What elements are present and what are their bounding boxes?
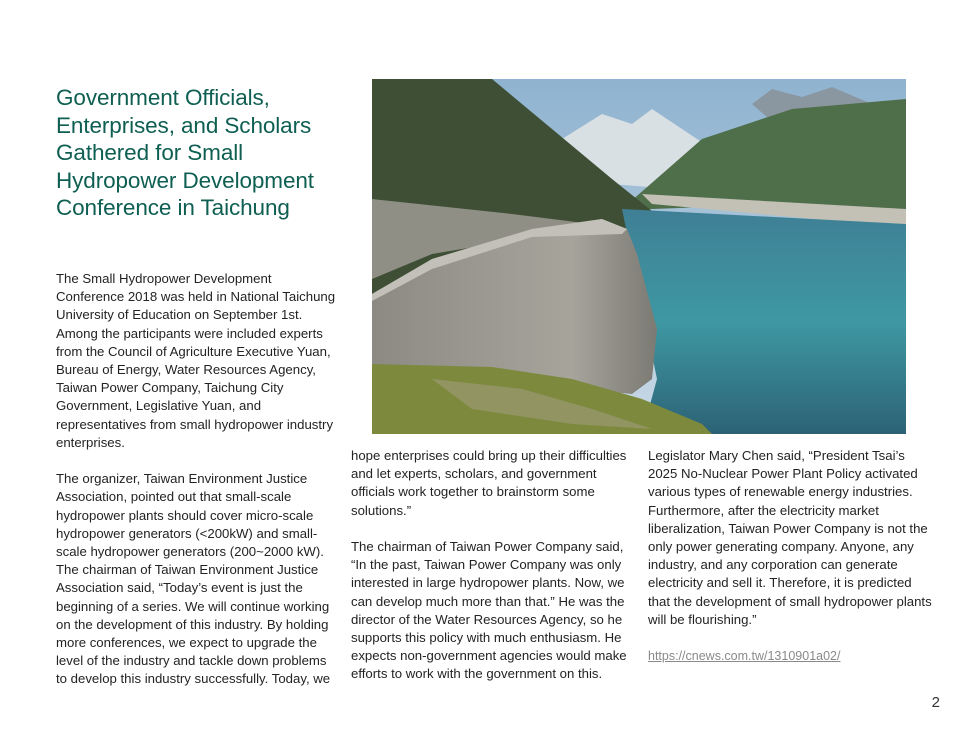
source-link[interactable]: https://cnews.com.tw/1310901a02/ — [648, 649, 841, 664]
article-column-1 — [56, 270, 338, 689]
dam-photo — [372, 79, 906, 434]
page-number: 2 — [931, 694, 940, 711]
article-column-2 — [351, 447, 633, 684]
body-paragraph: The organizer, Taiwan Environment Justice Association, pointed out that small-scale hydropower plants should cover micro-scale hydropower generators (<200kW) and small-scale hydropower generators (200~2000 kW). The chairman of Taiwan Environment Justice Association said, “Today’s event is just the beginning of a series. We will continue working on the development of this industry. By holding more conferences, we expect to upgrade the level of the industry and tackle down problems to develop this industry successfully. Today, we — [56, 471, 331, 687]
body-paragraph: Legislator Mary Chen said, “President Tsai’s 2025 No-Nuclear Power Plant Policy activated various types of renewable energy industries. Furthermore, after the electricity market liberalization, Taiwan Power Company is not the only power generating company. Anyone, any industry, and any corporation can generate electricity and sell it. Therefore, it is predicted that the development of small hydropower plants will be flourishing.” — [648, 448, 932, 627]
article-column-3 — [648, 447, 933, 665]
body-paragraph: The chairman of Taiwan Power Company said, “In the past, Taiwan Power Company was only interested in large hydropower plants. Now, we can develop much more than that.” He was the director of the Water Resources Agency, so he supports this policy with much enthusiasm. He expects non-government agencies would make efforts to work with the government on this. — [351, 539, 627, 682]
body-paragraph: The Small Hydropower Development Conference 2018 was held in National Taichung University of Education on September 1st. Among the participants were included experts from the Council of Agriculture Executive Yuan, Bureau of Energy, Water Resources Agency, Taiwan Power Company, Taichung City Government, Legislative Yuan, and representatives from small hydropower industry enterprises. — [56, 271, 336, 450]
article-title: Government Officials, Enterprises, and Scholars Gathered for Small Hydropower Development Conference in Taichung — [56, 85, 314, 221]
body-paragraph: hope enterprises could bring up their difficulties and let experts, scholars, and government officials work together to brainstorm some solutions.” — [351, 448, 627, 518]
